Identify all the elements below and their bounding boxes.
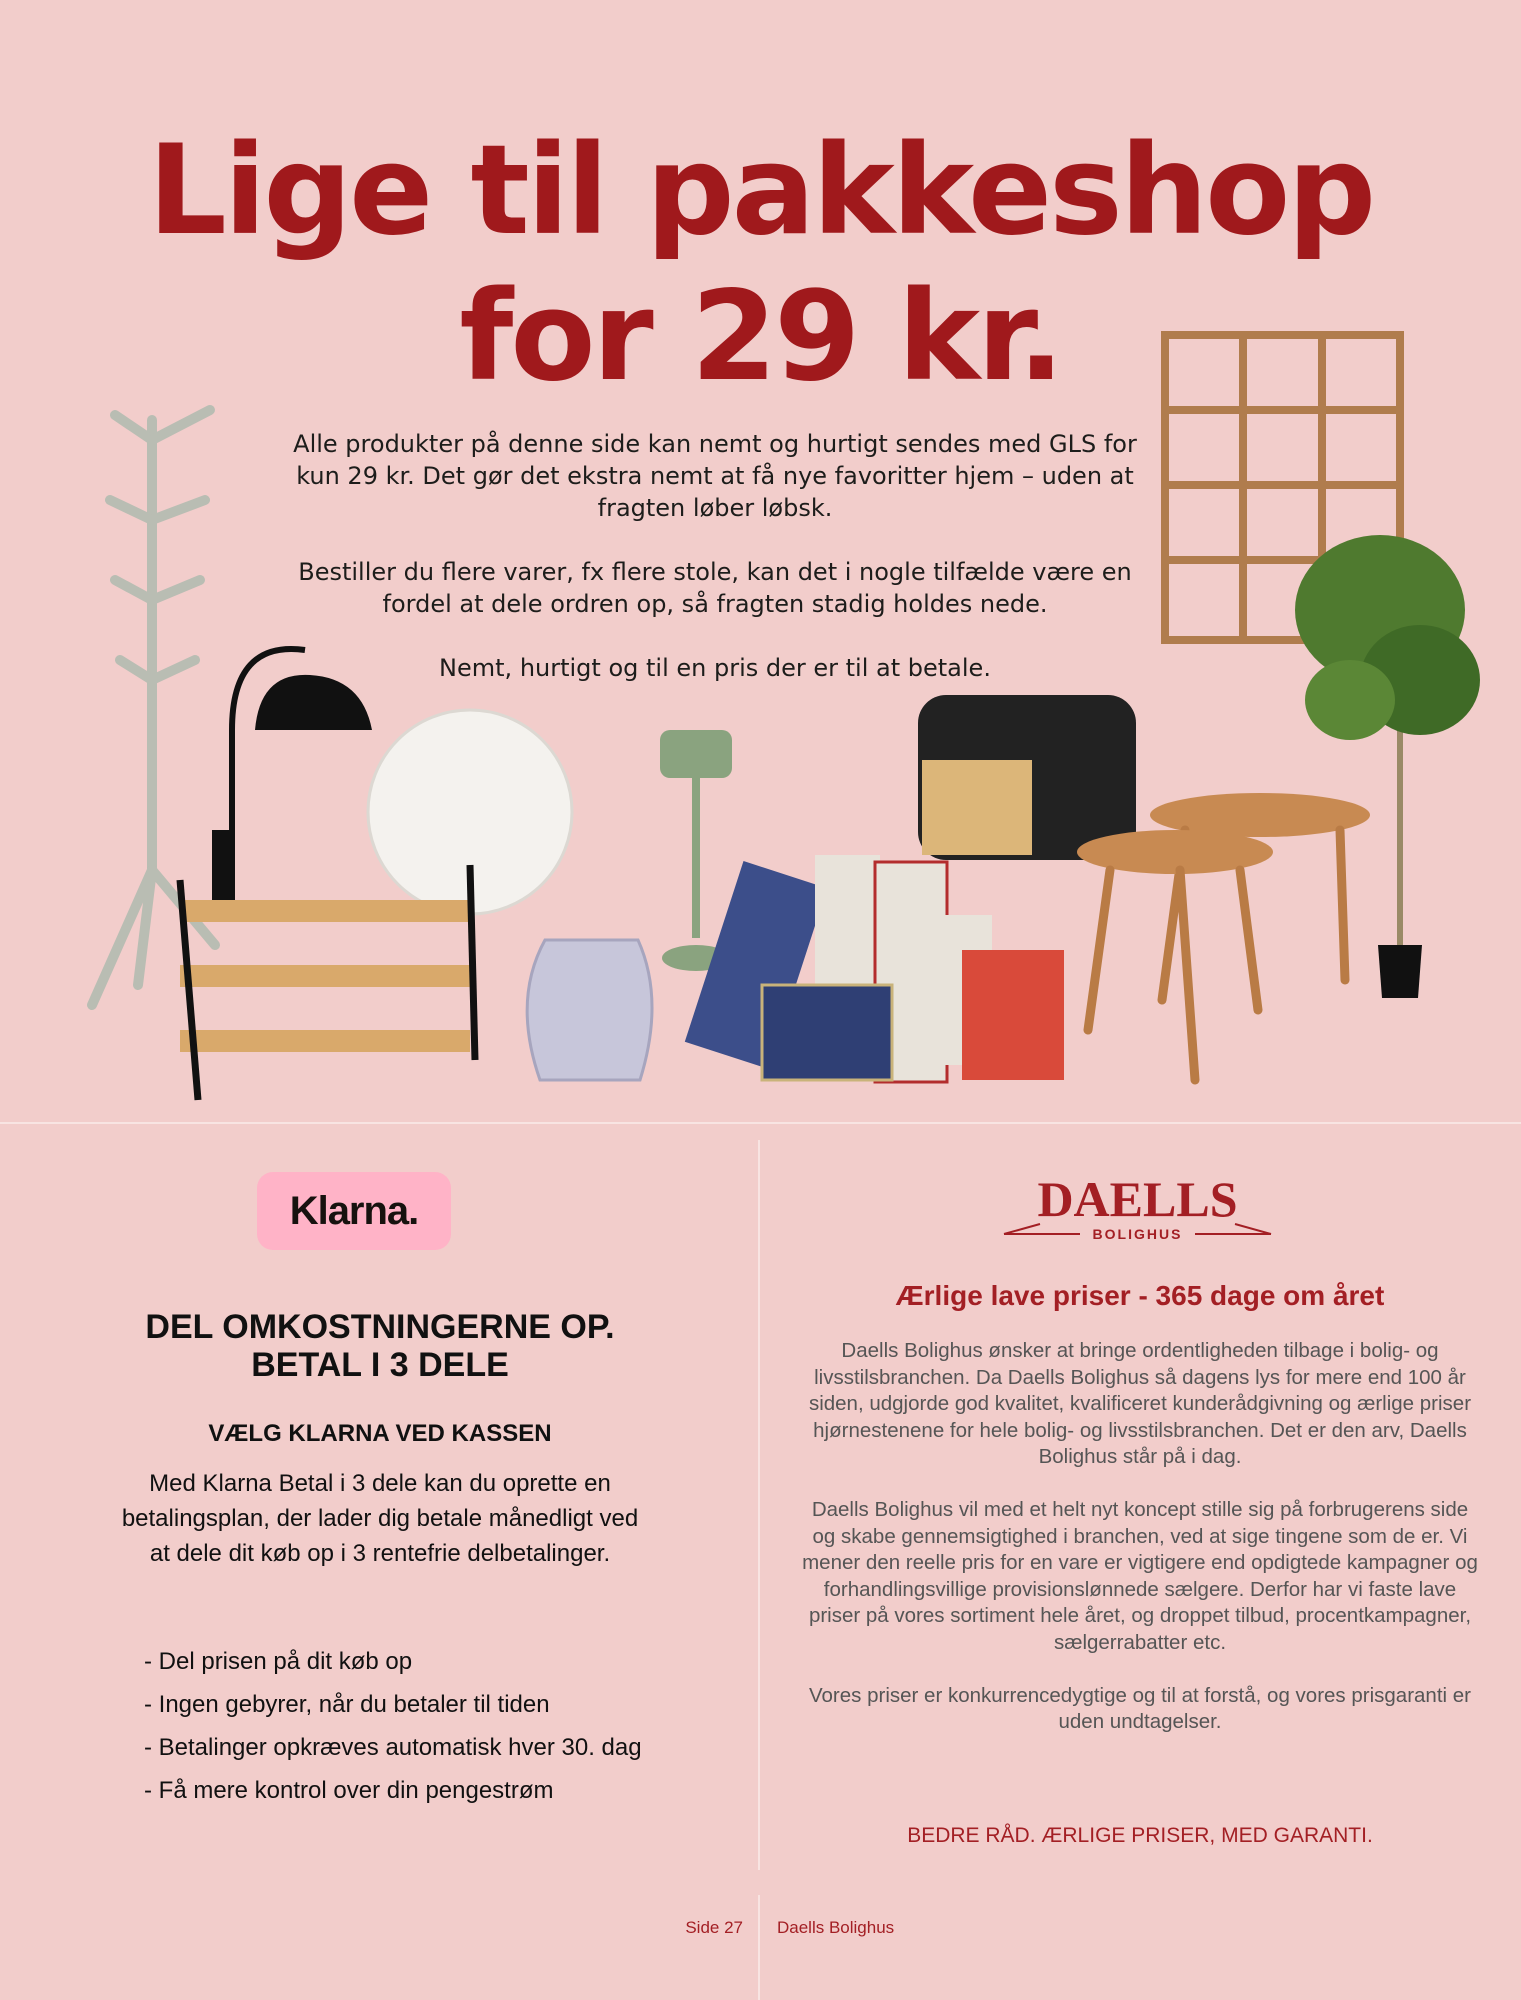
list-item: - Få mere kontrol over din pengestrøm (144, 1777, 554, 1804)
daells-logo-sub: BOLIGHUS (1092, 1226, 1183, 1242)
headline-line-2: for 29 kr. (459, 265, 1062, 409)
klarna-benefits-list (144, 1640, 704, 1812)
daells-paragraph-1: Daells Bolighus ønsker at bringe ordentligheden tilbage i bolig- og livsstilsbranchen. Da Daells Bolighus så dagens lys for mere end 100 år siden, udgjorde god kvalitet, kvalificeret kunderådgivning og ærlige priser hjørnestenene for hele bolig- og livsstilsbranchen. Det er den arv, Daells Bolighus står på i dag. (808, 1339, 1472, 1468)
shoe-rack-image (180, 865, 475, 1100)
intro-paragraph-1: Alle produkter på denne side kan nemt og hurtigt sendes med GLS for kun 29 kr. Det gør det ekstra nemt at få nye favoritter hjem – uden at fragten løber løbsk. (293, 430, 1137, 522)
intro-paragraph-3: Nemt, hurtigt og til en pris der er til at betale. (439, 654, 991, 682)
daells-logo (1000, 1172, 1275, 1244)
daells-tagline: BEDRE RÅD. ÆRLIGE PRISER, MED GARANTI. (907, 1824, 1373, 1847)
intro-text (290, 428, 1140, 716)
page-number: Side 27 (685, 1918, 743, 1937)
list-item: - Ingen gebyrer, når du betaler til tiden (144, 1691, 550, 1718)
section-divider (0, 1122, 1521, 1124)
list-item: - Betalinger opkræves automatisk hver 30. dag (144, 1734, 642, 1761)
daells-body (800, 1338, 1480, 1762)
headline-line-1: Lige til pakkeshop (147, 119, 1374, 263)
bread-box-image (918, 695, 1136, 860)
vase-image (527, 940, 652, 1080)
pouf-image (368, 710, 572, 914)
list-item: - Del prisen på dit køb op (144, 1648, 413, 1675)
column-divider (758, 1140, 760, 1870)
hero-headline (0, 118, 1521, 410)
klarna-subtitle: VÆLG KLARNA VED KASSEN (208, 1420, 552, 1447)
daells-logo-main: DAELLS (1037, 1172, 1238, 1227)
daells-paragraph-2: Daells Bolighus vil med et helt nyt koncept stille sig på forbrugerens side og skabe gennemsigtighed i branchen, ved at sige tingene som de er. Vi mener den reelle pris for en vare er vigtigere end opdigtede kampagner og forhandlingsvillige provisionslønnede sælgere. Derfor har vi faste lave priser på vores sortiment hele året, og droppet tilbud, procentkampagner, sælgerrabatter etc. (802, 1498, 1478, 1654)
pasta-tins-image (685, 855, 1064, 1082)
klarna-title-line-1: DEL OMKOSTNINGERNE OP. (145, 1308, 615, 1346)
klarna-body: Med Klarna Betal i 3 dele kan du oprette en betalingsplan, der lader dig betale månedligt ved at dele dit køb op i 3 rentefrie delbetalinger. (121, 1470, 639, 1567)
coat-rack-image (92, 410, 215, 1005)
table-lamp-image (660, 730, 732, 971)
footer-divider (758, 1895, 760, 2000)
klarna-logo: Klarna. (257, 1172, 451, 1250)
intro-paragraph-2: Bestiller du flere varer, fx flere stole, kan det i nogle tilfælde være en fordel at dele ordren op, så fragten stadig holdes nede. (298, 558, 1132, 618)
footer-brand: Daells Bolighus (777, 1918, 895, 1937)
olive-tree-image (1295, 535, 1480, 998)
klarna-title-line-2: BETAL I 3 DELE (251, 1346, 509, 1384)
klarna-title (100, 1308, 660, 1384)
daells-paragraph-3: Vores priser er konkurrencedygtige og til at forstå, og vores prisgaranti er uden undtagelser. (808, 1683, 1472, 1733)
side-tables-image (1077, 793, 1370, 1080)
daells-title: Ærlige lave priser - 365 dage om året (895, 1280, 1385, 1311)
